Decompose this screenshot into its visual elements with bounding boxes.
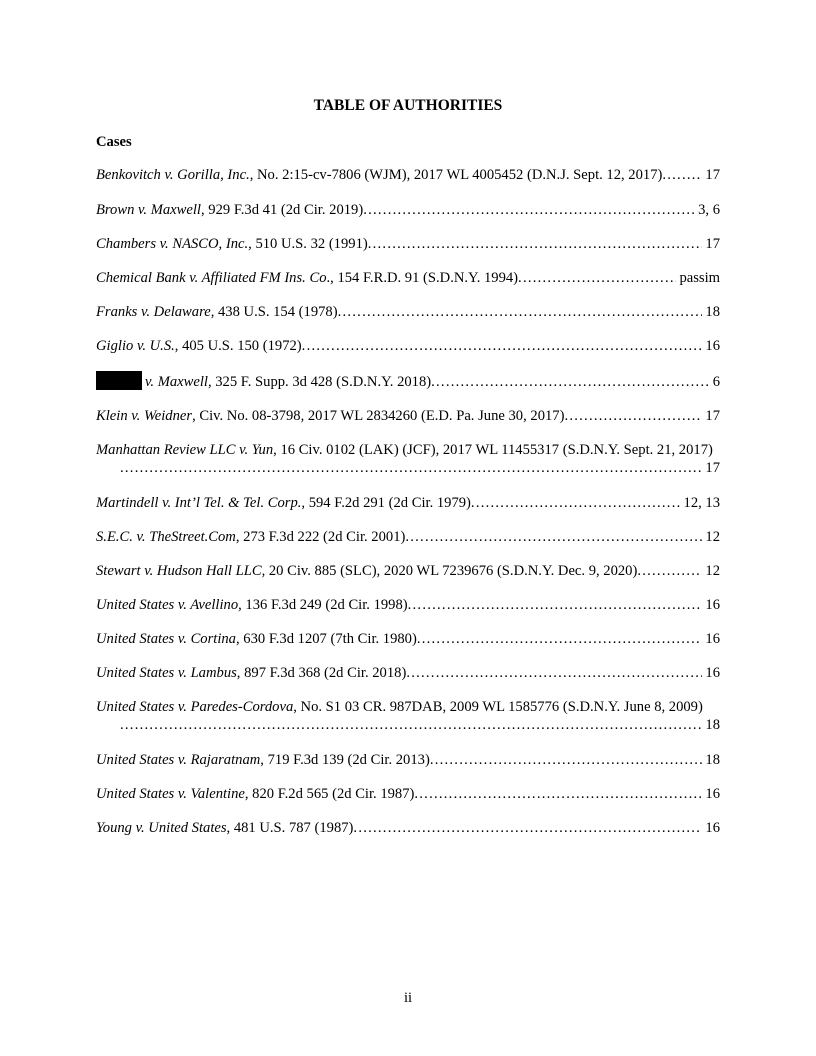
- case-citation: , 20 Civ. 885 (SLC), 2020 WL 7239676 (S.D.N.Y. Dec. 9, 2020): [261, 563, 638, 579]
- case-name: Chemical Bank v. Affiliated FM Ins. Co: [96, 270, 327, 286]
- case-citation: , 438 U.S. 154 (1978): [210, 304, 338, 320]
- dot-leader: [414, 785, 436, 803]
- case-name: Klein v. Weidner: [96, 408, 193, 424]
- page-reference: 18: [702, 716, 720, 734]
- dot-leader: [368, 235, 390, 253]
- case-citation: , 510 U.S. 32 (1991): [248, 236, 368, 252]
- section-heading-cases: Cases: [96, 134, 132, 150]
- page-title: TABLE OF AUTHORITIES: [313, 97, 503, 114]
- case-citation: , No. S1 03 CR. 987DAB, 2009 WL 1585776 (S.D.N.Y. June 8, 2009): [293, 699, 703, 715]
- dot-leader: [564, 407, 586, 425]
- page-reference: 17: [702, 235, 720, 253]
- page-reference: 18: [702, 303, 720, 321]
- page-reference: 3, 6: [695, 201, 720, 219]
- authority-entry: [96, 494, 720, 512]
- authority-entry: [96, 371, 720, 391]
- dot-leader: [471, 494, 493, 512]
- dot-leader: [302, 337, 324, 355]
- dot-leader: [353, 819, 375, 837]
- case-citation: , No. 2:15-cv-7806 (WJM), 2017 WL 4005452 (D.N.J. Sept. 12, 2017): [249, 167, 663, 183]
- authorities-list: [96, 166, 720, 853]
- case-name: United States v. Avellino: [96, 597, 239, 613]
- case-name: United States v. Lambus: [96, 665, 237, 681]
- case-citation: , 325 F. Supp. 3d 428 (S.D.N.Y. 2018): [207, 374, 432, 390]
- case-name: Chambers v. NASCO, Inc.: [96, 236, 249, 252]
- authority-entry: [96, 201, 720, 219]
- page-reference: 17: [702, 166, 720, 184]
- authority-entry: [96, 630, 720, 648]
- case-name: Benkovitch v. Gorilla, Inc.: [96, 167, 250, 183]
- page-reference: 18: [702, 751, 720, 769]
- authority-entry: [96, 596, 720, 614]
- dot-leader: [431, 373, 453, 391]
- authority-entry: [96, 441, 720, 477]
- case-citation: , 897 F.3d 368 (2d Cir. 2018): [236, 665, 407, 681]
- page-reference: 12: [702, 562, 720, 580]
- case-name: S.E.C. v. TheStreet.Com: [96, 529, 236, 545]
- page-reference: 12: [702, 528, 720, 546]
- dot-leader: [662, 166, 684, 184]
- case-citation: , 820 F.2d 565 (2d Cir. 1987): [244, 786, 415, 802]
- case-name: Franks v. Delaware: [96, 304, 211, 320]
- dot-leader: [408, 596, 430, 614]
- dot-leader: [417, 630, 439, 648]
- authority-entry: [96, 819, 720, 837]
- dot-leader: [518, 269, 540, 287]
- page-reference: 17: [702, 407, 720, 425]
- case-name: United States v. Cortina: [96, 631, 236, 647]
- case-citation: , 273 F.3d 222 (2d Cir. 2001): [235, 529, 406, 545]
- case-citation: 594 F.2d 291 (2d Cir. 1979): [305, 495, 471, 511]
- authority-entry: [96, 337, 720, 355]
- dot-leader: [406, 664, 428, 682]
- authority-entry: [96, 751, 720, 769]
- case-name: United States v. Rajaratnam: [96, 752, 261, 768]
- case-name: Manhattan Review LLC v. Yun: [96, 442, 274, 458]
- case-name: Giglio v. U.S.: [96, 338, 175, 354]
- case-name: Young v. United States: [96, 820, 227, 836]
- authority-entry: [96, 303, 720, 321]
- case-citation: , 929 F.3d 41 (2d Cir. 2019): [200, 202, 364, 218]
- authority-entry: [96, 528, 720, 546]
- case-name: United States v. Valentine: [96, 786, 245, 802]
- case-citation: ., 154 F.R.D. 91 (S.D.N.Y. 1994): [326, 270, 519, 286]
- page-reference: 12, 13: [681, 494, 720, 512]
- case-citation: , 136 F.3d 249 (2d Cir. 1998): [238, 597, 408, 613]
- page-reference: 17: [702, 459, 720, 477]
- case-citation: , 481 U.S. 787 (1987): [226, 820, 354, 836]
- case-citation: , 719 F.3d 139 (2d Cir. 2013): [260, 752, 430, 768]
- page-reference: 16: [702, 337, 720, 355]
- authority-entry: [96, 562, 720, 580]
- page-reference: 16: [702, 785, 720, 803]
- page-reference: 6: [710, 373, 720, 391]
- page-reference: 16: [702, 819, 720, 837]
- dot-leader: [338, 303, 360, 321]
- case-citation: , 16 Civ. 0102 (LAK) (JCF), 2017 WL 11455317 (S.D.N.Y. Sept. 21, 2017): [273, 442, 713, 458]
- dot-leader: [120, 459, 142, 477]
- page-reference: 16: [702, 596, 720, 614]
- page-number: ii: [403, 990, 413, 1006]
- case-citation: , 405 U.S. 150 (1972): [174, 338, 302, 354]
- authority-entry: [96, 698, 720, 734]
- page-reference: passim: [676, 269, 720, 287]
- case-name: Brown v. Maxwell: [96, 202, 201, 218]
- authority-entry: [96, 166, 720, 184]
- case-name: Martindell v. Int’l Tel. & Tel. Corp.,: [96, 495, 306, 511]
- authority-entry: [96, 269, 720, 287]
- dot-leader: [405, 528, 427, 546]
- dot-leader: [363, 201, 385, 219]
- authority-entry: [96, 407, 720, 425]
- case-citation: , 630 F.3d 1207 (7th Cir. 1980): [235, 631, 417, 647]
- authority-entry: [96, 785, 720, 803]
- page-reference: 16: [702, 664, 720, 682]
- case-name: Stewart v. Hudson Hall LLC: [96, 563, 262, 579]
- redaction-box: [96, 371, 142, 390]
- dot-leader: [120, 716, 142, 734]
- authority-entry: [96, 235, 720, 253]
- authority-entry: [96, 664, 720, 682]
- dot-leader: [637, 562, 659, 580]
- dot-leader: [430, 751, 452, 769]
- case-name: v. Maxwell: [145, 374, 208, 390]
- page-reference: 16: [702, 630, 720, 648]
- case-name: United States v. Paredes-Cordova: [96, 699, 294, 715]
- case-citation: , Civ. No. 08-3798, 2017 WL 2834260 (E.D. Pa. June 30, 2017): [192, 408, 565, 424]
